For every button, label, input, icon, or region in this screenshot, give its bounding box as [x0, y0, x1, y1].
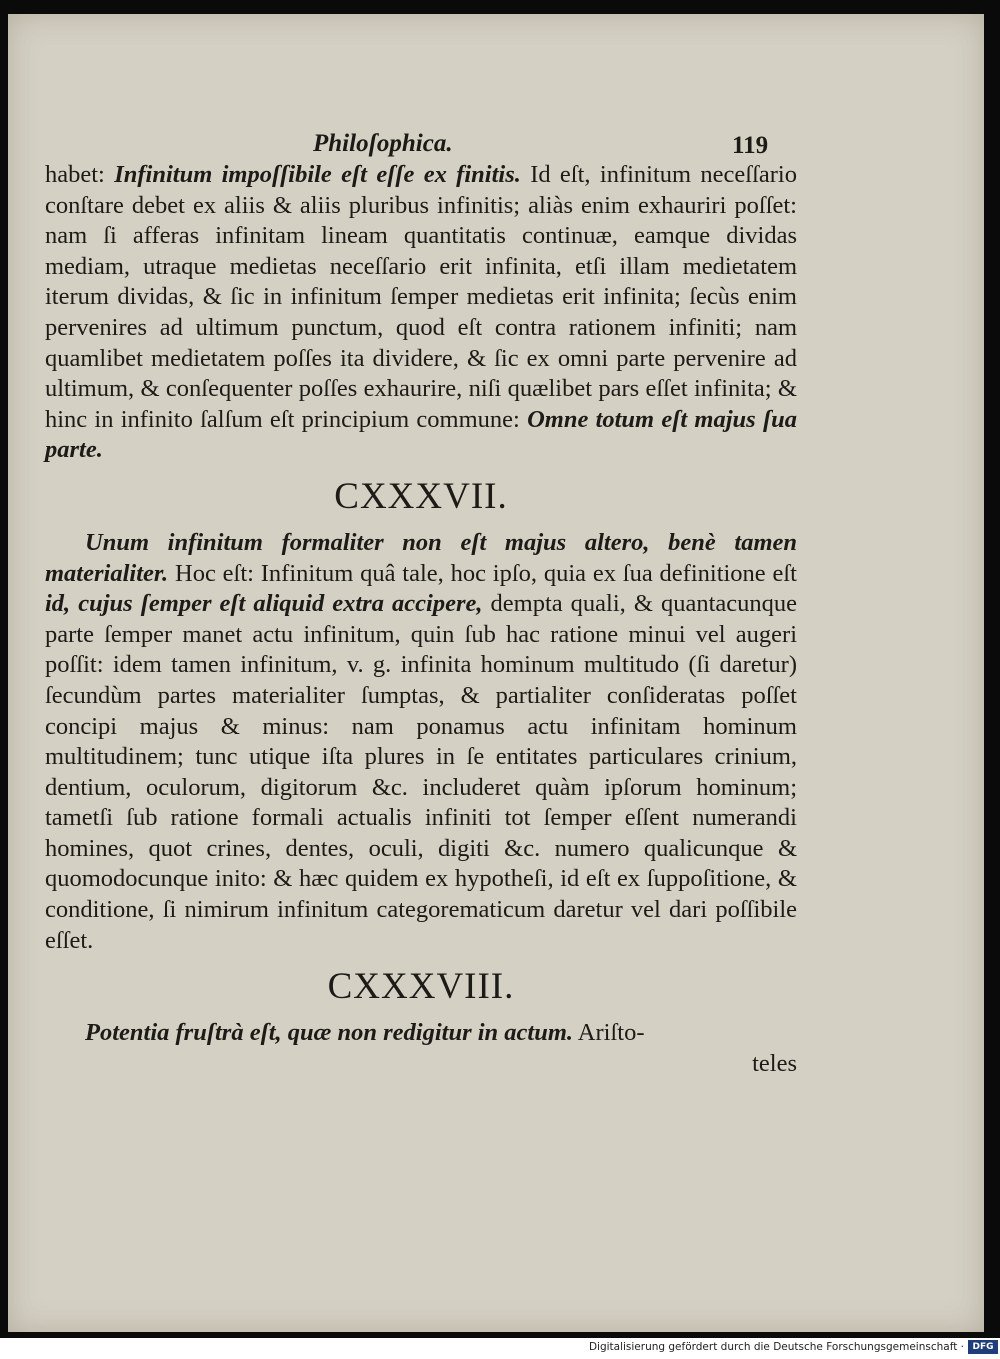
section-heading-138: CXXXVIII.: [327, 966, 515, 1008]
funding-credit: Digitalisierung gefördert durch die Deutsche Forschungsgemeinschaft ·: [588, 1341, 964, 1353]
para1-italic-1: Infinitum impoſſibile eſt eſſe ex finitis.: [114, 161, 521, 188]
dfg-logo[interactable]: DFG: [968, 1340, 998, 1354]
para3-text: Ariſto-: [573, 1019, 645, 1047]
paragraph-3: [45, 1018, 797, 1049]
page-header: [8, 120, 984, 160]
para2-italic-2: id, cujus ſemper eſt aliquid extra accipere,: [45, 590, 483, 618]
page-number: 119: [732, 132, 769, 159]
para2-italic-1: Unum infinitum formaliter non eſt majus altero, benè tamen materialiter.: [45, 528, 797, 587]
para2-text-1: Hoc eſt: Infinitum quâ tale, hoc ipſo, quia ex ſua definitione eſt: [168, 559, 797, 587]
para1-lead: habet:: [45, 161, 115, 188]
para1-text: Id eſt, infinitum neceſſario conſtare debet ex aliis & aliis pluribus infinitis; aliàs enim exhauriri poſſet: nam ſi afferas infinitam lineam quantitatis continuæ, eamque dividas mediam, utraque medietas neceſſario erit infinita, etſi illam medietatem iterum dividas, & ſic in infinitum ſemper medietas erit infinita; ſecùs enim pervenires ad ultimum punctum, quod eſt contra rationem infiniti; nam quamlibet medietatem poſſes ita dividere, & ſic ex omni parte pervenire ad ultimum, & conſequenter poſſes exhaurire, niſi quælibet pars eſſet infinita; & hinc in infinito ſalſum eſt principium commune:: [45, 161, 797, 433]
section-heading-137: CXXXVII.: [334, 475, 508, 517]
paragraph-2: [45, 528, 797, 956]
para3-italic: Potentia fruſtrà eſt, quæ non redigitur in actum.: [85, 1019, 574, 1047]
para1-italic-2: Omne totum eſt majus ſua parte.: [45, 405, 797, 464]
footer-bar: [0, 1338, 1000, 1359]
paragraph-1: [45, 160, 797, 466]
book-page: [8, 14, 984, 1332]
para2-text-2: dempta quali, & quantacunque parte ſemper manet actu infinitum, quin ſub hac ratione minui vel augeri poſſit: idem tamen infinitum, v. g. infinita hominum multitudo (ſi daretur) ſecundùm partes materialiter ſumptas, & partialiter conſideratas poſſet concipi majus & minus: nam ponamus actu infinitam hominum multitudinem; tunc utique iſta plures in ſe entitates particulares crinium, dentium, oculorum, digitorum &c. includeret quàm ipſorum hominum; tametſi ſub ratione formali actualis infiniti tot ſemper eſſent numerandi homines, quot crines, dentes, oculi, digiti &c. numero qualicunque & quomodocunque inito: & hæc quidem ex hypotheſi, id eſt ex ſuppoſitione, & conditione, ſi nimirum infinitum categorematicum daretur vel dari poſſibile eſſet.: [45, 590, 797, 954]
catchword: teles: [752, 1049, 797, 1077]
body-text: [45, 160, 797, 1079]
running-head: Philoſophica.: [313, 130, 453, 157]
